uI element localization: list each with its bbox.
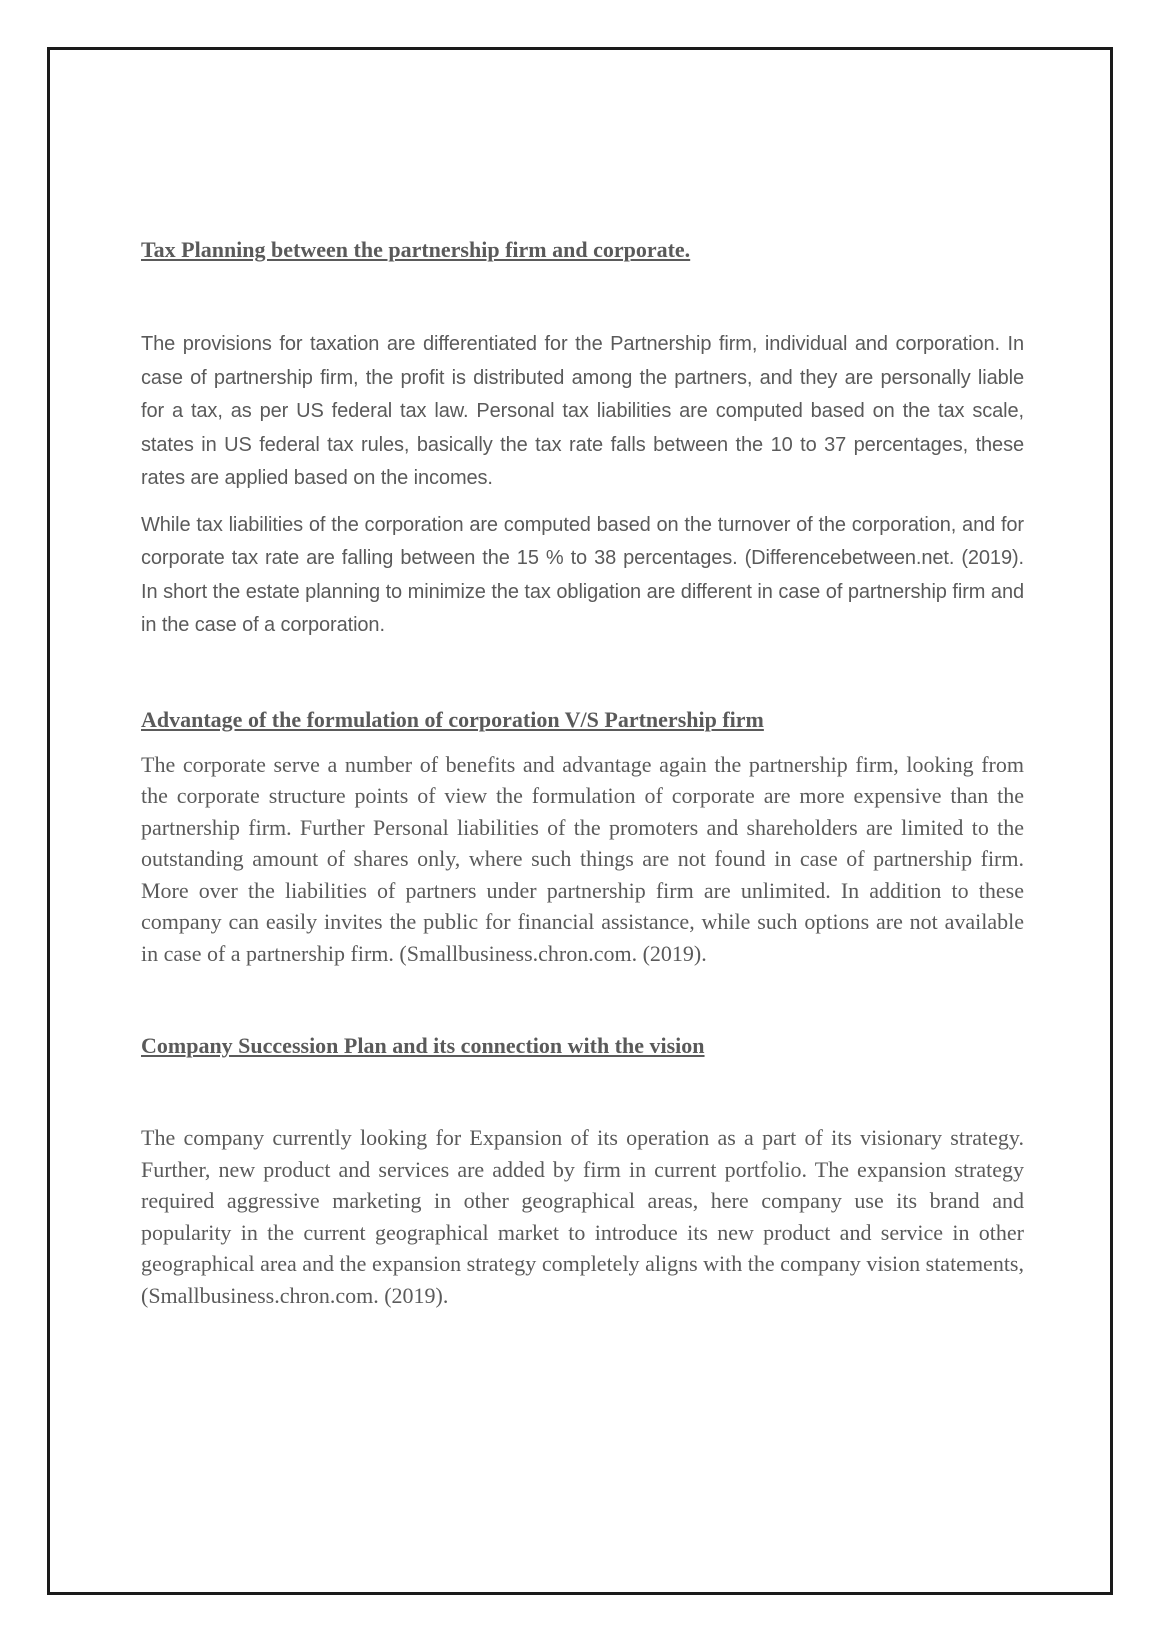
section2-paragraph: The corporate serve a number of benefits and advantage again the partnership firm, looking from the corporate structure points of view the formulation of corporate are more expensive than the partnership firm. Further Personal liabilities of the promoters and shareholders are limited to the outstanding amount of shares only, where such things are not found in case of partnership firm. More over the liabilities of partners under partnership firm are unlimited. In addition to these company can easily invites the public for financial assistance, while such options are not available in case of a partnership firm. (Smallbusiness.chron.com. (2019).: [141, 751, 1024, 966]
section1-paragraph-2: While tax liabilities of the corporation are computed based on the turnover of the corporation, and for corporate tax rate are falling between the 15 % to 38 percentages. (Differencebetween.net. (2019). In short the estate planning to minimize the tax obligation are different in case of partnership firm and in the case of a corporation.: [141, 513, 1024, 636]
document-title: Tax Planning between the partnership firm and corporate.: [141, 237, 691, 262]
document-body: [141, 236, 1024, 1311]
section1-paragraph-1: The provisions for taxation are differentiated for the Partnership firm, individual and corporation. In case of partnership firm, the profit is distributed among the partners, and they are personally liable for a tax, as per US federal tax law. Personal tax liabilities are computed based on the tax scale, states in US federal tax rules, basically the tax rate falls between the 10 to 37 percentages, these rates are applied based on the incomes.: [141, 333, 1024, 489]
section3-heading: Company Succession Plan and its connection with the vision: [141, 1033, 705, 1058]
section2-heading: Advantage of the formulation of corporation V/S Partnership firm: [141, 706, 764, 732]
section3-paragraph: The company currently looking for Expansion of its operation as a part of its visionary strategy. Further, new product and services are added by firm in current portfolio. The expansion strategy required aggressive marketing in other geographical areas, here company use its brand and popularity in the current geographical market to introduce its new product and service in other geographical area and the expansion strategy completely aligns with the company vision statements, (Smallbusiness.chron.com. (2019).: [141, 1125, 1024, 1308]
